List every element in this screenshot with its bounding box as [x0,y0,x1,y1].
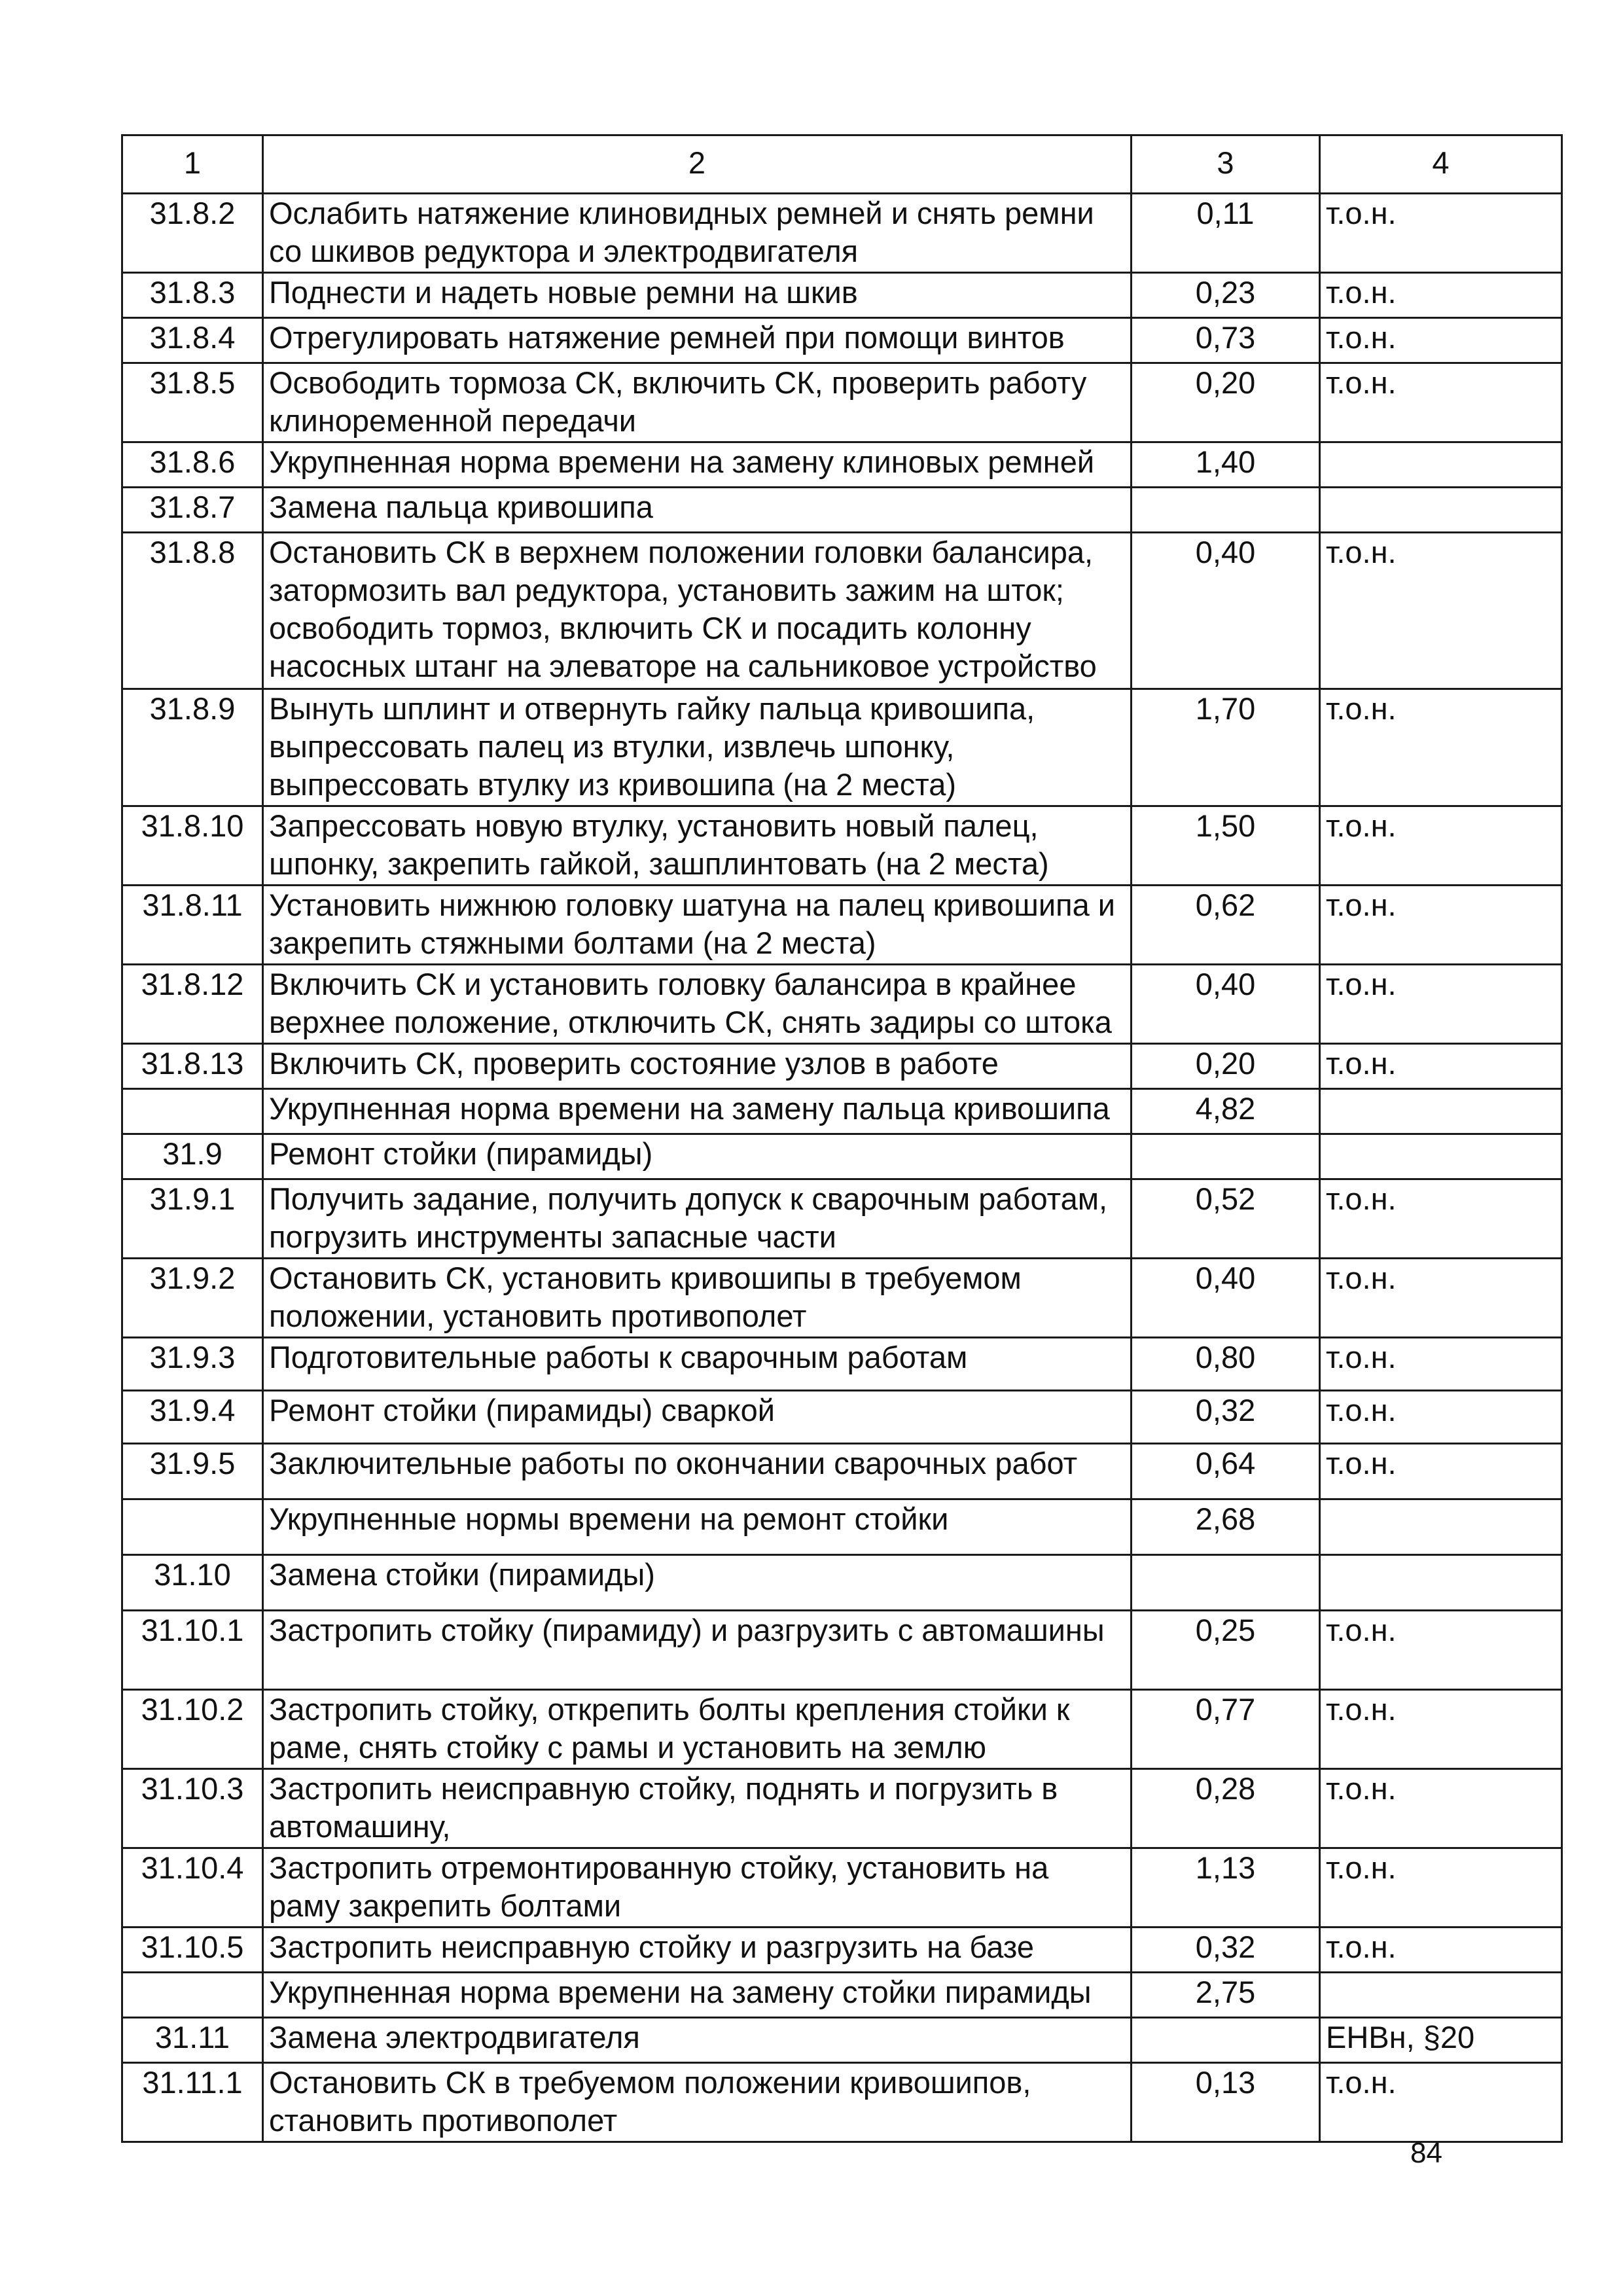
row-time-norm: 0,52 [1132,1179,1320,1259]
row-code: 31.10.1 [122,1611,263,1690]
row-code: 31.8.3 [122,273,263,318]
row-code: 31.8.13 [122,1044,263,1089]
header-col-3: 3 [1132,135,1320,194]
page-number: 84 [1410,2137,1442,2169]
row-code: 31.8.10 [122,806,263,886]
row-time-norm: 0,23 [1132,273,1320,318]
row-code: 31.8.6 [122,442,263,488]
table-row [122,273,1562,318]
row-note: т.о.н. [1320,965,1562,1044]
table-row [122,886,1562,965]
row-time-norm: 0,40 [1132,965,1320,1044]
table-row [122,1928,1562,1973]
table-row [122,1391,1562,1444]
row-note: т.о.н. [1320,1338,1562,1391]
row-note: т.о.н. [1320,363,1562,442]
row-note: т.о.н. [1320,1044,1562,1089]
row-note: т.о.н. [1320,886,1562,965]
row-description: Замена электродвигателя [263,2018,1132,2063]
row-description: Заключительные работы по окончании сварочных работ [263,1444,1132,1499]
row-time-norm [1132,1134,1320,1179]
table-row [122,1769,1562,1848]
table-row [122,1259,1562,1338]
row-code: 31.8.11 [122,886,263,965]
row-description: Ремонт стойки (пирамиды) сваркой [263,1391,1132,1444]
row-code: 31.8.7 [122,488,263,533]
row-description: Вынуть шплинт и отвернуть гайку пальца кривошипа, выпрессовать палец из втулки, извлечь шпонку, выпрессовать втулку из кривошипа (на 2 места) [263,689,1132,806]
row-description: Остановить СК в верхнем положении головки балансира, затормозить вал редуктора, установить зажим на шток; освободить тормоз, включить СК и посадить колонну насосных штанг на элеваторе на сальниковое устройство [263,533,1132,689]
row-time-norm: 0,77 [1132,1690,1320,1769]
row-code: 31.9.5 [122,1444,263,1499]
time-norms-table [121,134,1563,2143]
table-row [122,1555,1562,1611]
row-description: Застропить неисправную стойку, поднять и погрузить в автомашину, [263,1769,1132,1848]
row-description: Укрупненная норма времени на замену стойки пирамиды [263,1973,1132,2018]
row-description: Ослабить натяжение клиновидных ремней и снять ремни со шкивов редуктора и электродвигателя [263,194,1132,273]
row-time-norm: 0,73 [1132,318,1320,363]
row-code: 31.11.1 [122,2063,263,2142]
table-row [122,318,1562,363]
row-code: 31.11 [122,2018,263,2063]
row-code: 31.8.5 [122,363,263,442]
row-description: Ремонт стойки (пирамиды) [263,1134,1132,1179]
row-time-norm: 0,28 [1132,1769,1320,1848]
table-row [122,965,1562,1044]
row-description: Включить СК и установить головку балансира в крайнее верхнее положение, отключить СК, снять задиры со штока [263,965,1132,1044]
table-row [122,1848,1562,1928]
table-row [122,194,1562,273]
table-row [122,2063,1562,2142]
row-description: Застропить стойку, открепить болты крепления стойки к раме, снять стойку с рамы и установить на землю [263,1690,1132,1769]
row-code: 31.10.3 [122,1769,263,1848]
row-code: 31.8.2 [122,194,263,273]
row-time-norm: 4,82 [1132,1089,1320,1134]
row-note: т.о.н. [1320,533,1562,689]
row-note: т.о.н. [1320,1391,1562,1444]
row-code: 31.8.4 [122,318,263,363]
row-note [1320,488,1562,533]
row-note: т.о.н. [1320,1848,1562,1928]
row-note: т.о.н. [1320,806,1562,886]
row-time-norm: 0,20 [1132,1044,1320,1089]
row-note: т.о.н. [1320,1179,1562,1259]
row-code [122,1089,263,1134]
row-code: 31.10 [122,1555,263,1611]
table-row [122,1973,1562,2018]
row-code: 31.8.8 [122,533,263,689]
row-note: т.о.н. [1320,1444,1562,1499]
row-time-norm: 0,32 [1132,1928,1320,1973]
row-note [1320,1499,1562,1555]
row-note [1320,1973,1562,2018]
table-row [122,1179,1562,1259]
header-col-1: 1 [122,135,263,194]
row-time-norm: 0,20 [1132,363,1320,442]
row-code: 31.10.5 [122,1928,263,1973]
row-time-norm: 1,40 [1132,442,1320,488]
row-time-norm: 1,70 [1132,689,1320,806]
row-time-norm: 0,13 [1132,2063,1320,2142]
row-description: Получить задание, получить допуск к сварочным работам, погрузить инструменты запасные части [263,1179,1132,1259]
row-time-norm [1132,2018,1320,2063]
row-description: Освободить тормоза СК, включить СК, проверить работу клиноременной передачи [263,363,1132,442]
row-code: 31.9.3 [122,1338,263,1391]
table-row [122,1611,1562,1690]
row-code: 31.8.12 [122,965,263,1044]
table-row [122,689,1562,806]
header-col-2: 2 [263,135,1132,194]
table-row [122,1499,1562,1555]
row-description: Подготовительные работы к сварочным работам [263,1338,1132,1391]
row-time-norm: 0,32 [1132,1391,1320,1444]
row-time-norm: 2,75 [1132,1973,1320,2018]
row-note [1320,442,1562,488]
row-note: т.о.н. [1320,273,1562,318]
row-code: 31.10.4 [122,1848,263,1928]
table-row [122,1134,1562,1179]
row-note: т.о.н. [1320,1928,1562,1973]
row-code: 31.9.4 [122,1391,263,1444]
row-code: 31.9.1 [122,1179,263,1259]
row-note [1320,1089,1562,1134]
table-row [122,2018,1562,2063]
row-note: т.о.н. [1320,1611,1562,1690]
row-note [1320,1134,1562,1179]
row-time-norm: 0,25 [1132,1611,1320,1690]
row-note: т.о.н. [1320,318,1562,363]
row-description: Установить нижнюю головку шатуна на палец кривошипа и закрепить стяжными болтами (на 2 места) [263,886,1132,965]
row-time-norm: 1,50 [1132,806,1320,886]
row-time-norm: 1,13 [1132,1848,1320,1928]
row-description: Включить СК, проверить состояние узлов в работе [263,1044,1132,1089]
table-row [122,1089,1562,1134]
row-description: Укрупненная норма времени на замену пальца кривошипа [263,1089,1132,1134]
row-time-norm: 0,40 [1132,1259,1320,1338]
row-time-norm: 0,62 [1132,886,1320,965]
row-note [1320,1555,1562,1611]
row-time-norm: 0,40 [1132,533,1320,689]
table-row [122,363,1562,442]
row-code [122,1499,263,1555]
row-time-norm: 0,64 [1132,1444,1320,1499]
row-description: Остановить СК в требуемом положении кривошипов, становить противополет [263,2063,1132,2142]
row-note: т.о.н. [1320,1259,1562,1338]
table-row [122,806,1562,886]
row-description: Укрупненная норма времени на замену клиновых ремней [263,442,1132,488]
row-code: 31.9.2 [122,1259,263,1338]
row-code [122,1973,263,2018]
table-row [122,1690,1562,1769]
row-note: т.о.н. [1320,194,1562,273]
row-code: 31.9 [122,1134,263,1179]
row-description: Застропить неисправную стойку и разгрузить на базе [263,1928,1132,1973]
row-note: т.о.н. [1320,2063,1562,2142]
row-description: Отрегулировать натяжение ремней при помощи винтов [263,318,1132,363]
row-note: т.о.н. [1320,1690,1562,1769]
row-time-norm: 0,80 [1132,1338,1320,1391]
table-row [122,1338,1562,1391]
row-time-norm [1132,1555,1320,1611]
row-description: Застропить отремонтированную стойку, установить на раму закрепить болтами [263,1848,1132,1928]
row-time-norm: 0,11 [1132,194,1320,273]
row-description: Замена стойки (пирамиды) [263,1555,1132,1611]
table-header-row [122,135,1562,194]
header-col-4: 4 [1320,135,1562,194]
row-description: Застропить стойку (пирамиду) и разгрузить с автомашины [263,1611,1132,1690]
table-body [122,135,1562,2142]
row-description: Запрессовать новую втулку, установить новый палец, шпонку, закрепить гайкой, зашплинтовать (на 2 места) [263,806,1132,886]
table-row [122,1044,1562,1089]
row-note: т.о.н. [1320,689,1562,806]
row-description: Остановить СК, установить кривошипы в требуемом положении, установить противополет [263,1259,1132,1338]
table-row [122,488,1562,533]
row-time-norm: 2,68 [1132,1499,1320,1555]
table-row [122,533,1562,689]
row-description: Укрупненные нормы времени на ремонт стойки [263,1499,1132,1555]
row-time-norm [1132,488,1320,533]
row-note: т.о.н. [1320,1769,1562,1848]
row-code: 31.10.2 [122,1690,263,1769]
row-description: Замена пальца кривошипа [263,488,1132,533]
row-description: Поднести и надеть новые ремни на шкив [263,273,1132,318]
row-note: ЕНВн, §20 [1320,2018,1562,2063]
table-row [122,1444,1562,1499]
row-code: 31.8.9 [122,689,263,806]
table-row [122,442,1562,488]
